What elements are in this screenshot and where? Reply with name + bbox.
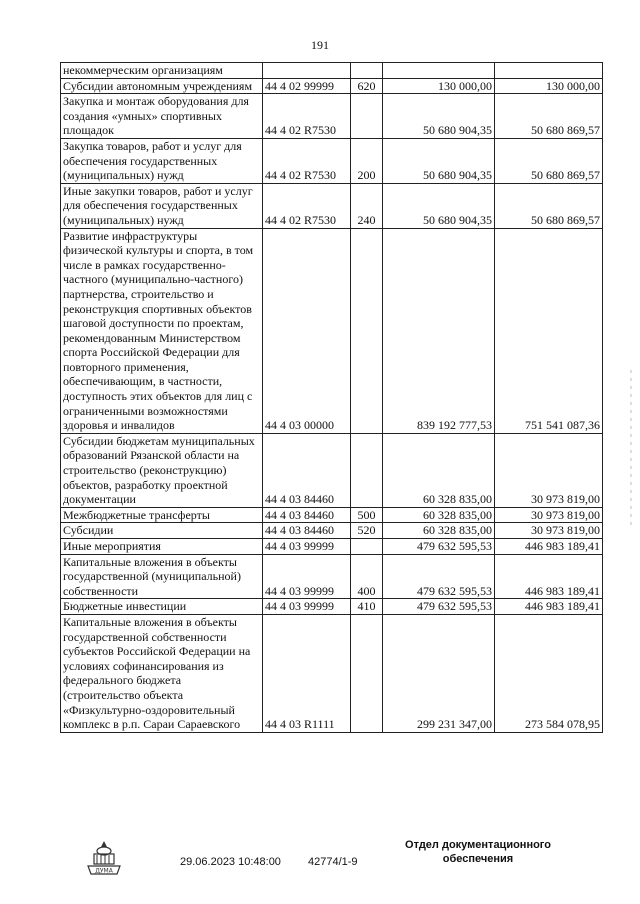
row-amount-2: 273 584 078,95 <box>495 614 603 732</box>
row-code: 44 4 03 99999 <box>263 554 351 599</box>
row-type: 400 <box>351 554 383 599</box>
row-amount-1: 479 632 595,53 <box>383 539 495 555</box>
row-type <box>351 433 383 507</box>
row-amount-2: 30 973 819,00 <box>495 433 603 507</box>
row-amount-1: 50 680 904,35 <box>383 138 495 183</box>
row-amount-1: 60 328 835,00 <box>383 523 495 539</box>
row-amount-1: 130 000,00 <box>383 78 495 94</box>
row-code <box>263 63 351 79</box>
row-name: Закупка товаров, работ и услуг для обеспечения государственных (муниципальных) нужд <box>61 138 263 183</box>
row-amount-2: 50 680 869,57 <box>495 94 603 139</box>
row-type <box>351 539 383 555</box>
row-code: 44 4 03 99999 <box>263 539 351 555</box>
row-type <box>351 63 383 79</box>
table-row <box>61 554 603 599</box>
row-amount-2: 446 983 189,41 <box>495 539 603 555</box>
row-name: Субсидии автономным учреждениям <box>61 78 263 94</box>
table-row <box>61 94 603 139</box>
row-name: Капитальные вложения в объекты государственной (муниципальной) собственности <box>61 554 263 599</box>
row-name: Субсидии бюджетам муниципальных образований Рязанской области на строительство (реконструкцию) объектов, разработку проектной документации <box>61 433 263 507</box>
row-type <box>351 94 383 139</box>
page-number: 191 <box>311 38 329 52</box>
table-row <box>61 63 603 79</box>
footer-department: Отдел документационного обеспечения <box>405 839 551 865</box>
row-amount-2: 446 983 189,41 <box>495 599 603 615</box>
row-type <box>351 614 383 732</box>
row-amount-1: 479 632 595,53 <box>383 599 495 615</box>
margin-stamp-mark <box>626 370 636 530</box>
row-type: 410 <box>351 599 383 615</box>
table-row <box>61 433 603 507</box>
row-name: Иные мероприятия <box>61 539 263 555</box>
table-row <box>61 614 603 732</box>
budget-table <box>60 62 603 733</box>
table-row <box>61 78 603 94</box>
row-code: 44 4 02 99999 <box>263 78 351 94</box>
row-type: 620 <box>351 78 383 94</box>
row-amount-2: 130 000,00 <box>495 78 603 94</box>
row-amount-1: 479 632 595,53 <box>383 554 495 599</box>
row-code: 44 4 03 84460 <box>263 433 351 507</box>
row-code: 44 4 03 84460 <box>263 523 351 539</box>
table-row <box>61 539 603 555</box>
row-amount-1: 60 328 835,00 <box>383 507 495 523</box>
table-row <box>61 507 603 523</box>
table-row <box>61 138 603 183</box>
row-type: 200 <box>351 138 383 183</box>
row-name: Бюджетные инвестиции <box>61 599 263 615</box>
row-code: 44 4 03 99999 <box>263 599 351 615</box>
table-row <box>61 599 603 615</box>
row-name: Развитие инфраструктуры физической культуры и спорта, в том числе в рамках государственно-частного (муниципально-частного) партнерства, строительство и реконструкция спортивных объектов шаговой доступности по проектам, рекомендованным Министерством спорта Российской Федерации для повторного применения, обеспечивающим, в частности, доступность этих объектов для лиц с ограниченными возможностями здоровья и инвалидов <box>61 228 263 433</box>
row-amount-2: 30 973 819,00 <box>495 507 603 523</box>
row-amount-2: 50 680 869,57 <box>495 183 603 228</box>
table-row <box>61 183 603 228</box>
row-type <box>351 228 383 433</box>
row-code: 44 4 02 R7530 <box>263 138 351 183</box>
row-amount-1 <box>383 63 495 79</box>
footer-doc-number: 42774/1-9 <box>308 856 358 868</box>
row-code: 44 4 03 00000 <box>263 228 351 433</box>
row-amount-1: 60 328 835,00 <box>383 433 495 507</box>
row-amount-1: 839 192 777,53 <box>383 228 495 433</box>
row-amount-2: 50 680 869,57 <box>495 138 603 183</box>
row-name: Иные закупки товаров, работ и услуг для обеспечения государственных (муниципальных) нужд <box>61 183 263 228</box>
row-name: Субсидии <box>61 523 263 539</box>
row-name: Межбюджетные трансферты <box>61 507 263 523</box>
footer-datetime: 29.06.2023 10:48:00 <box>180 856 281 868</box>
row-type: 500 <box>351 507 383 523</box>
page-footer <box>0 836 640 896</box>
emblem-stamp-icon <box>84 838 124 883</box>
row-amount-2: 446 983 189,41 <box>495 554 603 599</box>
row-amount-2: 30 973 819,00 <box>495 523 603 539</box>
row-type: 240 <box>351 183 383 228</box>
row-code: 44 4 02 R7530 <box>263 183 351 228</box>
row-amount-1: 50 680 904,35 <box>383 183 495 228</box>
row-amount-1: 50 680 904,35 <box>383 94 495 139</box>
row-amount-1: 299 231 347,00 <box>383 614 495 732</box>
row-code: 44 4 03 R1111 <box>263 614 351 732</box>
row-name: Капитальные вложения в объекты государственной собственности субъектов Российской Федерации на условиях софинансирования из федерального бюджета (строительство объекта «Физкультурно-оздоровительный комплекс в р.п. Сараи Сараевского <box>61 614 263 732</box>
row-name: некоммерческим организациям <box>61 63 263 79</box>
row-name: Закупка и монтаж оборудования для создания «умных» спортивных площадок <box>61 94 263 139</box>
row-code: 44 4 03 84460 <box>263 507 351 523</box>
row-code: 44 4 02 R7530 <box>263 94 351 139</box>
table-row <box>61 523 603 539</box>
row-type: 520 <box>351 523 383 539</box>
table-row <box>61 228 603 433</box>
svg-text:ДУМА: ДУМА <box>95 867 113 875</box>
row-amount-2 <box>495 63 603 79</box>
row-amount-2: 751 541 087,36 <box>495 228 603 433</box>
